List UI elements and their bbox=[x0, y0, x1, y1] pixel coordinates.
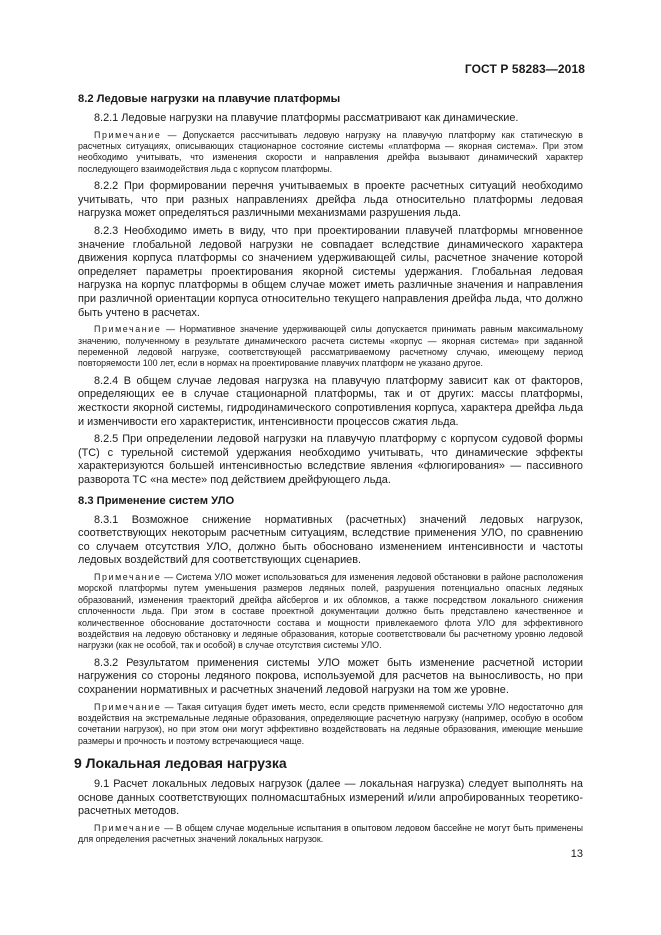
note bbox=[78, 324, 583, 370]
note bbox=[78, 823, 583, 846]
note-label: Примечание bbox=[94, 129, 162, 140]
paragraph-8-2-3: 8.2.3 Необходимо иметь в виду, что при проектировании плавучей платформы мгновенное значение глобальной ледовой нагрузки не совпадает вследствие динамического характера движения корпуса платформы со значением удерживающей силы, расчетное значение которой определяет параметры проектирования якорной системы удержания. Глобальная ледовая нагрузка на корпус платформы в общем случае может иметь различные значения и направления при различной ориентации корпуса относительно текущего направления дрейфа льда, что должно быть учтено в расчетах. bbox=[78, 225, 583, 319]
note bbox=[78, 702, 583, 748]
note-text: — Допускается рассчитывать ледовую нагрузку на плавучую платформу как статическую в расчетных ситуациях, описывающих стационарное состояние системы «платформа — якорная система». При этом необходимо учитывать, что изменения скорости и направления дрейфа вызывают динамический характер последующего взаимодействия льда с корпусом платформы. bbox=[78, 129, 584, 174]
note bbox=[78, 572, 583, 652]
paragraph-8-2-2: 8.2.2 При формировании перечня учитываемых в проекте расчетных ситуаций необходимо учитывать, что при разных направлениях дрейфа льда относительно платформы ледовая нагрузка может определяться различными механизмами разрушения льда. bbox=[78, 180, 583, 220]
note-label: Примечание bbox=[94, 324, 162, 335]
note-text: — Система УЛО может использоваться для изменения ледовой обстановки в районе расположения морской платформы путем уменьшения размеров ледяных полей, разрушения потенциально опасных ледяных образований, изменения траекторий дрейфа айсбергов и их обломков, а также посредством локального снижения сплоченности льда. При этом в составе проектной документации должно быть представлено качественное и количественное обоснование достаточности состава и мощности привлекаемого флота УЛО для эффективного воздействия на ледовую обстановку и ледяные образования, которые соответствовали бы расчетному уровню ледовой нагрузки (как не особой, так и особой) в случае отсутствия системы УЛО. bbox=[78, 571, 583, 651]
section-8-2-heading: 8.2 Ледовые нагрузки на плавучие платформы bbox=[78, 93, 341, 105]
paragraph-9-1: 9.1 Расчет локальных ледовых нагрузок (далее — локальная нагрузка) следует выполнять на основе данных соответствующих полномасштабных измерений и/или апробированных теоретико-расчетных методов. bbox=[78, 778, 583, 818]
section-8-3-heading: 8.3 Применение систем УЛО bbox=[78, 494, 235, 507]
note-text: — Такая ситуация будет иметь место, если средств применяемой системы УЛО недостаточно для воздействия на экстремальные ледяные образования, определяющие расчетную нагрузку (например, особую в особом сочетании нагрузок), но при этом они могут эффективно воздействовать на ледяные образования, имеющие меньшие размеры и прочность и поэтому встречающиеся чаще. bbox=[78, 701, 583, 746]
note bbox=[78, 130, 583, 176]
paragraph-8-2-4: 8.2.4 В общем случае ледовая нагрузка на плавучую платформу зависит как от факторов, определяющих ее в случае стационарной платформы, так и от других: массы платформы, жесткости якорной системы, гидродинамического сопротивления корпуса, характера дрейфа льда и изменчивости его характеристик, интенсивности процессов сжатия льда. bbox=[78, 374, 583, 428]
note-label: Примечание bbox=[94, 822, 162, 833]
page-content bbox=[74, 92, 584, 851]
paragraph-8-2-1: 8.2.1 Ледовые нагрузки на плавучие платформы рассматривают как динамические. bbox=[94, 112, 519, 124]
paragraph-8-3-1: 8.3.1 Возможное снижение нормативных (расчетных) значений ледовых нагрузок, соответствующих некоторым расчетным ситуациям, вследствие применения УЛО, по сравнению со случаем отсутствия УЛО, должно быть обосновано изменением интенсивности и частоты ледовых воздействий для соответствующих сценариев. bbox=[78, 513, 583, 567]
paragraph-8-3-2: 8.3.2 Результатом применения системы УЛО может быть изменение расчетной истории нагружения со стороны ледяного покрова, используемой для расчетов на выносливость, но при сохранении нормативных и расчетных значений ледовой нагрузки на том же уровне. bbox=[78, 656, 583, 696]
note-label: Примечание bbox=[94, 571, 162, 582]
section-9-heading: 9 Локальная ледовая нагрузка bbox=[74, 755, 287, 772]
note-text: — В общем случае модельные испытания в опытовом ледовом бассейне не могут быть применены для определения расчетных значений локальных нагрузок. bbox=[78, 822, 583, 845]
page-number: 13 bbox=[570, 848, 583, 860]
note-text: — Нормативное значение удерживающей силы допускается принимать равным максимальному значению, полученному в результате динамического расчета системы «корпус — якорная система» при заданной переменной ледовой нагрузке, соответствующей рассматриваемому расчетному случаю, имеющему период повторяемости 100 лет, если в нормах на проектирование плавучих платформ не указано другое. bbox=[78, 324, 583, 369]
paragraph-8-2-5: 8.2.5 При определении ледовой нагрузки на плавучую платформу с корпусом судовой формы (ТС) с турельной системой удержания необходимо учитывать, что динамические эффекты характеризуются большей интенсивностью вследствие явления «флюгирования» — пассивного разворота ТС «на месте» под действием дрейфующего льда. bbox=[78, 433, 583, 486]
note-label: Примечание bbox=[94, 701, 162, 712]
standard-header: ГОСТ Р 58283—2018 bbox=[464, 62, 585, 76]
